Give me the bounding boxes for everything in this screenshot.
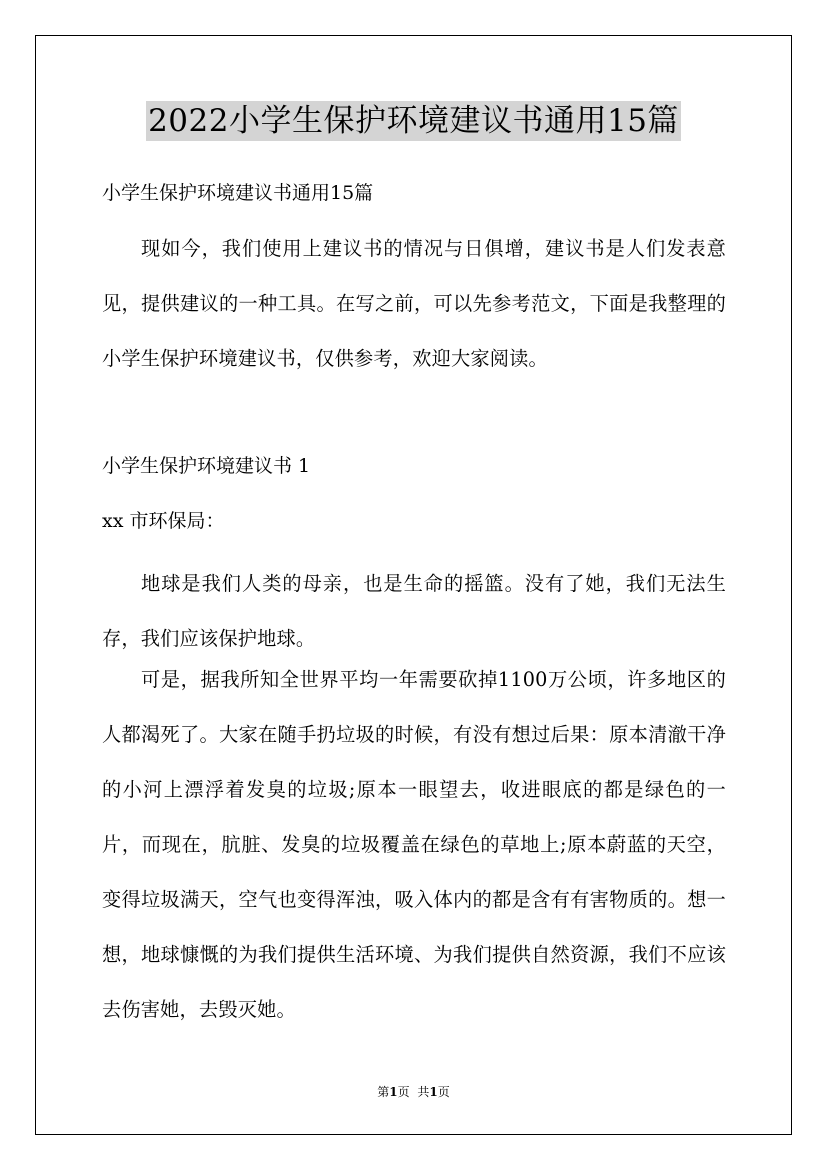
paragraph-earth-mother: 地球是我们人类的母亲，也是生命的摇篮。没有了她，我们无法生存，我们应该保护地球。 <box>102 572 726 650</box>
page-prefix: 第 <box>377 1085 390 1099</box>
title-container <box>0 101 827 141</box>
document-subtitle: 小学生保护环境建议书通用15篇 <box>102 182 374 204</box>
salutation: xx 市环保局： <box>102 510 225 532</box>
page-number: 1 <box>389 1085 398 1099</box>
section-heading: 小学生保护环境建议书 1 <box>102 455 311 477</box>
total-suffix: 页 <box>437 1085 450 1099</box>
page-suffix: 页 <box>397 1085 410 1099</box>
page-footer <box>0 1084 827 1100</box>
total-prefix: 共 <box>417 1085 430 1099</box>
paragraph-pollution: 可是，据我所知全世界平均一年需要砍掉1100万公顷，许多地区的人都渴死了。大家在随手扔垃圾的时候，有没有想过后果：原本清澈干净的小河上漂浮着发臭的垃圾;原本一眼望去，收进眼底的都是绿色的一片，而现在，肮脏、发臭的垃圾覆盖在绿色的草地上;原本蔚蓝的天空，变得垃圾满天，空气也变得浑浊，吸入体内的都是含有有害物质的。想一想，地球慷慨的为我们提供生活环境、为我们提供自然资源，我们不应该去伤害她，去毁灭她。 <box>102 668 726 1021</box>
intro-paragraph: 现如今，我们使用上建议书的情况与日俱增，建议书是人们发表意见，提供建议的一种工具。在写之前，可以先参考范文，下面是我整理的小学生保护环境建议书，仅供参考，欢迎大家阅读。 <box>102 237 726 370</box>
document-title: 2022小学生保护环境建议书通用15篇 <box>148 103 679 139</box>
total-pages: 1 <box>429 1085 438 1099</box>
